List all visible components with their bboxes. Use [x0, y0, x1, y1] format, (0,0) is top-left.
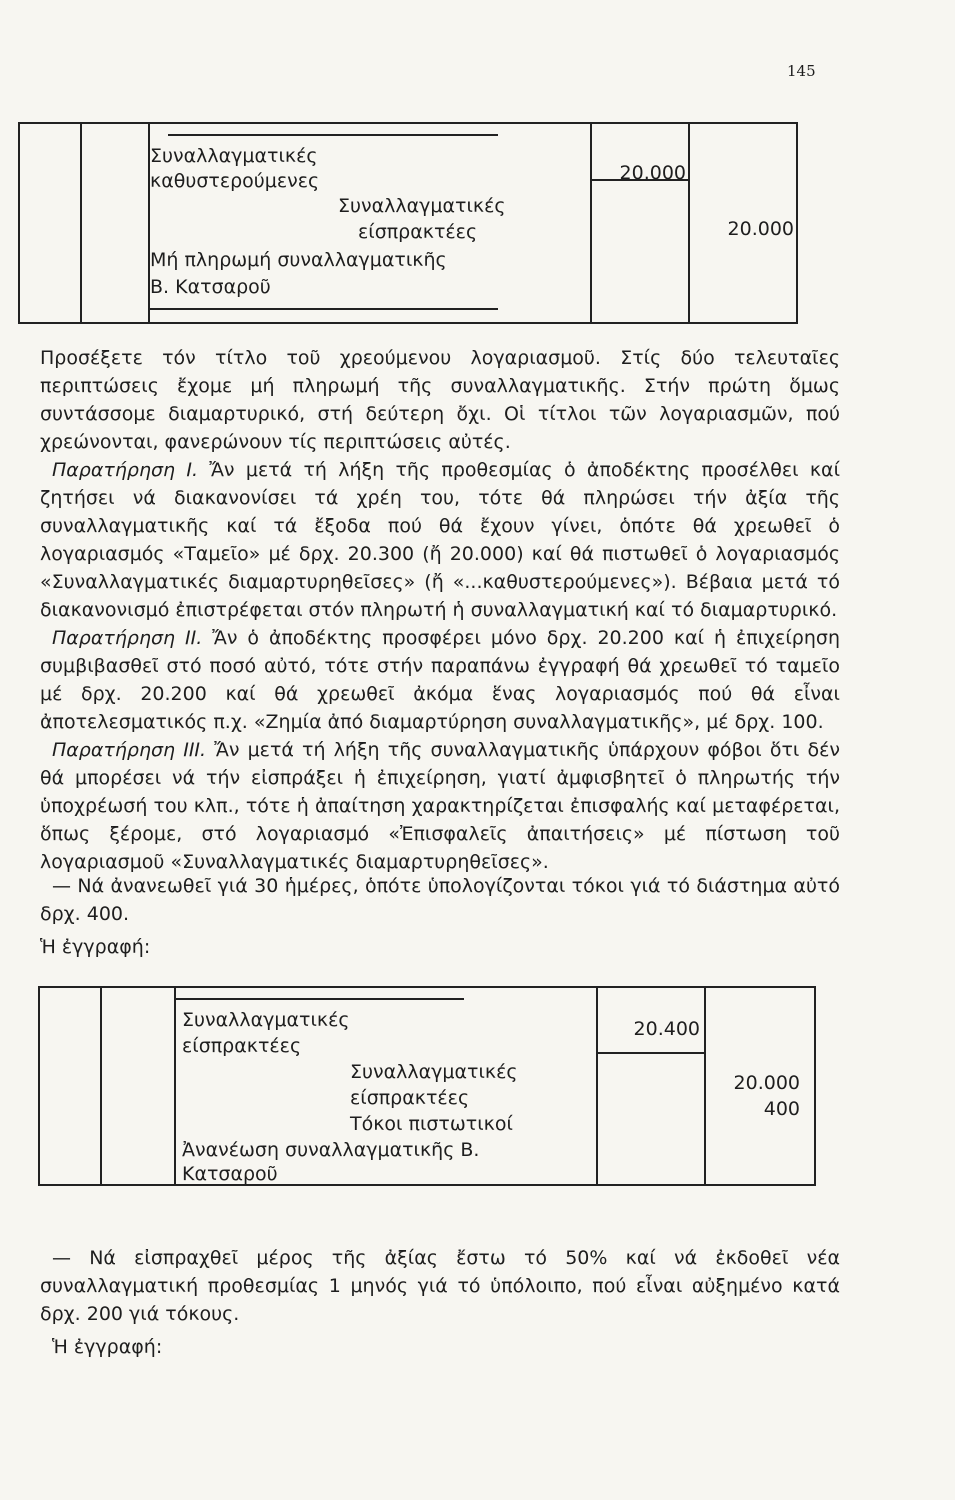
entry-description-line: Μή πληρωμή συναλλαγματικῆς [150, 249, 447, 271]
page-number: 145 [787, 62, 816, 80]
debit-account-line: είσπρακτέες [182, 1035, 302, 1057]
text-block-2 [40, 872, 840, 928]
note-2-label: Παρατήρηση ΙΙ. [52, 627, 203, 649]
note-2-paragraph [40, 624, 840, 736]
intro-paragraph: Προσέξετε τόν τίτλο τοῦ χρεούμενου λογαριασμοῦ. Στίς δύο τελευταῖες περιπτώσεις ἔχομε μή πληρωμή τῆς συναλλαγματικῆς. Στήν πρώτη ὅμως συντάσσομε διαμαρτυρικό, στή δεύτερη ὄχι. Οἱ τίτλοι τῶν λογαριασμῶν, πού χρεώνονται, φανερώνουν τίς περιπτώσεις αὐτές. [40, 347, 840, 453]
debit-account-line: καθυστερούμενες [150, 170, 320, 192]
renewal-paragraph: — Νά ἀνανεωθεῖ γιά 30 ἡμέρες, ὁπότε ὑπολογίζονται τόκοι γιά τό διάστημα αὐτό δρχ. 400. [40, 875, 840, 925]
entry-rule [174, 998, 464, 1000]
note-1-paragraph [40, 456, 840, 624]
credit-amount: 400 [763, 1098, 800, 1120]
note-2-text: Ἄν ὁ ἀποδέκτης προσφέρει μόνο δρχ. 20.200 καί ἡ ἐπιχείρηση συμβιβασθεῖ στό ποσό αὐτό, τότε στήν παραπάνω ἐγγραφή θά χρεωθεῖ τό ταμεῖο μέ δρχ. 20.200 καί θά χρεωθεῖ ἀκόμα ἕνας λογαριασμός πού θά εἶναι ἀποτελεσματικός π.χ. «Ζημία ἀπό διαμαρτύρηση συναλλαγματικῆς», μέ δρχ. 100. [40, 627, 840, 733]
column-divider [590, 124, 592, 322]
credit-account-line: Τόκοι πιστωτικοί [350, 1113, 513, 1135]
entry-rule [596, 1052, 704, 1054]
entry-rule [168, 134, 498, 136]
column-divider [174, 988, 176, 1184]
column-divider [100, 988, 102, 1184]
collection-paragraph: — Νά εἰσπραχθεῖ μέρος τῆς ἀξίας ἔστω τό 50% καί νά ἐκδοθεῖ νέα συναλλαγματική προθεσμίας 1 μηνός γιά τό ὑπόλοιπο, πού εἶναι αὐξημένο κατά δρχ. 200 γιά τόκους. [40, 1247, 840, 1325]
entry-label: Ἡ ἐγγραφή: [40, 936, 151, 958]
note-1-text: Ἄν μετά τή λήξη τῆς προθεσμίας ὁ ἀποδέκτης προσέλθει καί ζητήσει νά διακανονίσει τά χρέη του, τότε θά πληρώσει τήν ἀξία τῆς συναλλαγματικῆς καί τά ἔξοδα πού θά ἔχουν γίνει, ὁπότε θά χρεωθεῖ ὁ λογαριασμός «Ταμεῖο» μέ δρχ. 20.300 (ἤ 20.000) καί θά πιστωθεῖ ὁ λογαριασμός «Συναλλαγματικές διαμαρτυρηθεῖσες» (ἤ «...καθυστερούμενες»). Βέβαια μετά τό διακανονισμό ἐπιστρέφεται στόν πληρωτή ἡ συναλλαγματική καί τό διαμαρτυρικό. [40, 459, 840, 621]
credit-account-line: Συναλλαγματικές [338, 195, 506, 217]
text-block-1 [40, 344, 840, 876]
credit-account-line: είσπρακτέες [350, 1087, 470, 1109]
journal-entry-table-2 [38, 986, 816, 1186]
entry-description-line: Κατσαροῦ [182, 1163, 278, 1185]
credit-account-line: Συναλλαγματικές [350, 1061, 518, 1083]
credit-amount: 20.000 [733, 1072, 800, 1094]
entry-description-line: Β. Κατσαροῦ [150, 276, 271, 298]
column-divider [80, 124, 82, 322]
debit-account-line: Συναλλαγματικές [182, 1009, 350, 1031]
debit-amount: 20.400 [633, 1018, 700, 1040]
note-3-text: Ἄν μετά τή λήξη τῆς συναλλαγματικῆς ὑπάρχουν φόβοι ὅτι δέν θά μπορέσει νά τήν εἰσπράξει ἡ ἐπιχείρηση, γιατί ἀμφισβητεῖ ὁ πληρωτής τήν ὑποχρέωσή του κλπ., τότε ἡ ἀπαίτηση χαρακτηρίζεται ἐπισφαλής καί μεταφέρεται, ὅπως ξέρομε, στό λογαριασμό «Ἐπισφαλεῖς ἀπαιτήσεις» μέ πίστωση τοῦ λογαριασμοῦ «Συναλλαγματικές διαμαρτυρηθεῖσες». [40, 739, 840, 873]
credit-amount: 20.000 [727, 218, 794, 240]
debit-amount: 20.000 [619, 162, 686, 184]
entry-description-line: Ἀνανέωση συναλλαγματικῆς Β. [182, 1139, 480, 1161]
debit-account-line: Συναλλαγματικές [150, 145, 318, 167]
text-block-3 [40, 1244, 840, 1328]
entry-rule [148, 308, 498, 310]
note-3-label: Παρατήρηση ΙΙΙ. [52, 739, 207, 761]
note-1-label: Παρατήρηση Ι. [52, 459, 199, 481]
credit-account-line: είσπρακτέες [358, 221, 478, 243]
entry-label: Ἡ ἐγγραφή: [52, 1336, 163, 1358]
journal-entry-table-1 [18, 122, 798, 324]
note-3-paragraph [40, 736, 840, 876]
